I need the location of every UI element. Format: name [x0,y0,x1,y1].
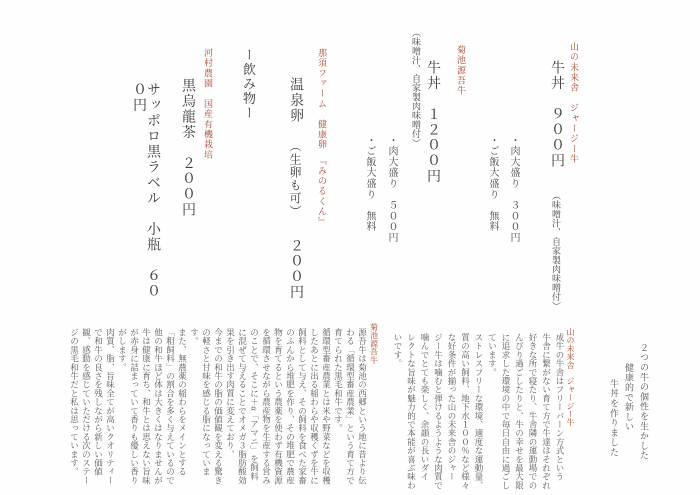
paragraph-line: の軽さと甘味を感じる脂になっていま [201,328,212,476]
paragraph-line: 質の高い飼料、地下水１００％など様々 [460,333,471,490]
paragraph-line: 物を育てるという農薬を使わず有機資源 [273,328,284,485]
paragraph-line: 「粗飼料」の割合を多く与えているので [165,328,176,485]
paragraph-line: レクトな旨味が魅力的で本能が喜ぶ味わ [406,333,417,490]
paragraph-line: ジー牛は噛むと弾けるようような肉質で [433,333,444,490]
producer-label-egg: 那須ファーム 健康卵 『みのるくん』 [317,48,327,228]
paragraph-line: 他の和牛ほど体は大きくはなりませんが [153,328,164,485]
paragraph-line: また、無農薬の稲わらをメインとする [177,328,188,476]
paragraph-line: に追求した環境の中で毎日自由に過ごし [501,333,511,490]
menu-item-onsen-tamago [287,20,303,312]
paragraph-line: 今までの和牛の脂の価値観を変える驚き [213,328,224,485]
paragraph-line: ジの黒毛和牛だと私は思っています。 [69,328,80,476]
paragraph-line: がします。 [117,328,128,372]
intro-line-3: 牛丼を作りました [609,379,619,458]
intro-line-2: 健康的で新しい [624,363,634,432]
intro-line-1: ２つの牛の個性を生かした [639,343,649,461]
paragraph-line: 成牛の牛舎はフリーバーン方式という [555,333,565,481]
paragraph-line: 牛舎に繋がない育て方で牛達はそれぞれ [541,333,552,490]
paragraph-line: が赤身に詰まっていて香りも優しい香り [129,328,140,485]
item-title-gyudon-jersey: 牛丼 ９００円 [549,60,564,169]
item-note-gyudon-jersey: （味噌汁、自家製肉味噌付） [551,190,561,311]
paragraph-line: を循環させながら農産物を生産する営み [261,328,272,485]
paragraph-line: 飼料として与え、その飼料を食べた家畜 [297,328,308,485]
producer-label-jersey: 山の未来舎 ジャージー牛 [569,42,579,165]
item-title-gyudon-kikuchi: 牛丼 １２００円 [425,60,440,184]
paragraph-line: 好きな所で寝たり、牛舎隣の運動場での [528,333,538,490]
paragraph-line: で和牛の良さを残しながら新しい価値 [93,328,104,476]
paragraph-line: 牛は健康に育ち、和牛とは思えない旨味 [141,328,152,485]
paragraph-line: ています。 [487,333,498,377]
item-price-onsen-tamago: ２００円 [288,237,303,300]
paragraph-line: のふんから堆肥を作り、その堆肥で農産 [285,328,296,485]
paragraph-line: 肉質、脂、旨味全てが高いクオリティー [105,328,116,485]
paragraph-line: いです。 [393,333,403,368]
menu-item-gyudon-jersey [548,20,564,312]
gengo-description-paragraph [67,322,367,492]
option-meat-large-kikuchi: ・肉大盛り ５００円 [386,135,397,243]
paragraph-line: んびり過ごしたりと、牛の幸せを最大限 [514,333,525,490]
paragraph-line: 循環型畜産農業とは米や野菜などを収穫 [321,328,332,485]
option-rice-large-jersey: ・ご飯大盛り 無料 [487,135,498,233]
paragraph-line: す。 [189,328,200,346]
paragraph-line: に混ぜて与えることでオメガ３脂肪酸効 [237,328,248,485]
paragraph-line: な好条件が揃った山の未来舎のジャー [447,333,457,481]
paragraph-line: わる「循環型畜産農業」という育て方で [345,328,356,485]
gengo-description-heading: 菊池源吾牛 [369,323,379,364]
option-meat-large-jersey: ・肉大盛り ３００円 [508,135,519,243]
description-section [67,322,649,492]
paragraph-line: のことで、そこに＋α「アマニ」を飼料 [249,328,260,481]
item-name-onsen-tamago: 温泉卵 [288,77,303,124]
jersey-description-heading: 山の未来舎 ジャージー牛 [566,328,575,427]
paragraph-line: 育てられた黒毛和牛です。 [333,328,344,433]
paragraph-line: 観、感動を感じていただける次のステー [81,328,92,485]
item-note-onsen-tamago: （生卵も可） [288,139,302,218]
menu-list [131,20,578,312]
paragraph-line: 果を引き出す肉質に変えており、 [225,328,236,459]
drinks-section-title: ー飲み物ー [241,48,256,121]
producer-label-kikuchi: 菊池源吾牛 [456,45,466,96]
option-rice-large-kikuchi: ・ご飯大盛り 無料 [364,135,375,233]
paragraph-line: したあとに出る稲わらや収穫くずを牛に [309,328,320,485]
item-sapporo-beer: サッポロ黒ラベル 小瓶 ６００円 [131,82,160,299]
paragraph-line: 源吾牛は菊池の西郷という地に昔より伝 [357,328,368,485]
producer-label-kawamura: 河村農園 国産有機栽培 [203,48,213,161]
menu-item-gyudon-kikuchi [408,20,440,312]
jersey-description-paragraph [389,322,565,492]
item-note-gyudon-kikuchi: （味噌汁、自家製肉味噌付） [411,28,421,148]
paragraph-line: 噛んでとても楽しく、余韻の長いダイ [420,333,430,481]
item-oolong-tea: 黒烏龍茶 ２００円 [180,78,195,218]
paragraph-line: ストレスフリーな環境、適度な運動量、 [474,333,484,490]
